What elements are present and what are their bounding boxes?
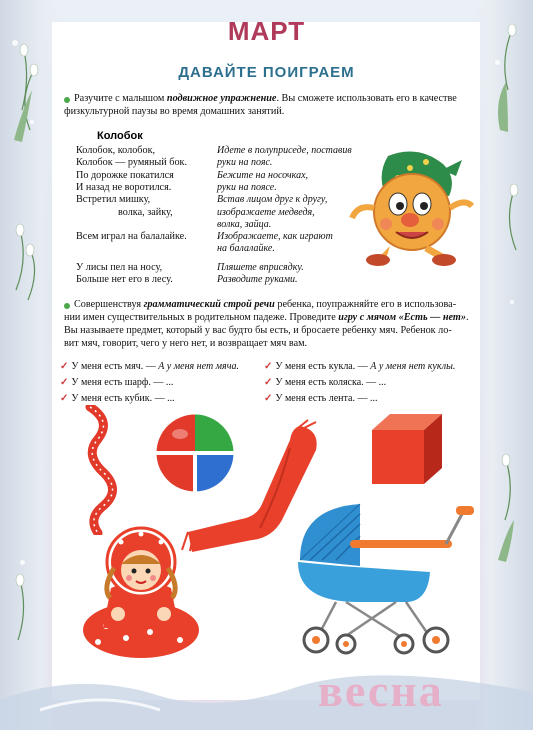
checklist-item xyxy=(60,361,239,373)
check-icon: ✓ xyxy=(60,361,69,372)
poem-line-left: Всем играл на балалайке. xyxy=(76,231,187,243)
stroller-illustration xyxy=(286,500,476,660)
poem-line-right: Изображаете, как играют xyxy=(217,231,333,243)
bullet-icon xyxy=(64,97,70,103)
poem-line-right: изображаете медведя, xyxy=(217,206,315,218)
poem-line-left: И назад не воротился. xyxy=(76,181,172,193)
doll-illustration xyxy=(76,518,206,660)
cube-illustration xyxy=(368,412,448,486)
poem-line-right: руки на пояс. xyxy=(217,157,273,169)
checklist-text: У меня есть коляска. — ... xyxy=(275,377,387,388)
checklist-text: У меня есть шарф. — ... xyxy=(71,377,174,388)
poem-title: Колобок xyxy=(97,130,143,142)
bullet-icon xyxy=(64,303,70,309)
poem-line-left: Больше нет его в лесу. xyxy=(76,274,173,285)
poem-line-right: на балалайке. xyxy=(217,243,275,255)
poem-line-left: У лисы пел на носу, xyxy=(76,261,163,273)
section-heading: ДАВАЙТЕ ПОИГРАЕМ xyxy=(178,64,355,81)
poem-line-right: Встав лицом друг к другу, xyxy=(217,194,328,206)
grammar-emphasis: грамматический строй речи xyxy=(143,299,275,310)
season-watermark: весна xyxy=(318,665,444,716)
checklist-item xyxy=(60,393,175,405)
checklist-item xyxy=(264,393,377,405)
poem-line-right: волка, зайца. xyxy=(217,218,272,230)
poem-line-left: волка, зайку, xyxy=(118,206,173,218)
intro-line-2: физкультурной паузы во время домашних занятий. xyxy=(64,106,285,117)
checklist-item xyxy=(60,377,173,389)
month-title: МАРТ xyxy=(227,16,306,46)
poem-line-right: руки на поясе. xyxy=(217,181,277,193)
ribbon-illustration xyxy=(70,405,120,535)
check-icon: ✓ xyxy=(264,377,273,388)
grammar-text: нии имен существительных в родительном падеже. Проведите xyxy=(64,312,339,323)
intro-text: . Вы сможете использовать его в качестве xyxy=(276,93,457,104)
grammar-text: Совершенствуя xyxy=(74,299,144,310)
checklist-text: У меня есть кубик. — ... xyxy=(71,393,175,404)
checklist-text: У меня есть кукла. — xyxy=(275,361,371,372)
intro-line-1 xyxy=(74,93,474,106)
poem-line-right: Разводите руками. xyxy=(217,274,298,285)
check-icon: ✓ xyxy=(264,393,273,404)
poem-line-right: Пляшете вприсядку. xyxy=(217,261,304,273)
poem-line-right: Идете в полуприседе, поставив xyxy=(217,145,352,156)
checklist-text: У меня есть мяч. — xyxy=(71,361,159,372)
checklist-item xyxy=(264,361,455,373)
check-icon: ✓ xyxy=(60,393,69,404)
checklist-answer: А у меня нет мяча. xyxy=(158,361,239,372)
checklist-item xyxy=(264,377,386,389)
poem-line-left: Встретил мишку, xyxy=(76,194,151,206)
poem-line-left: Колобок, колобок, xyxy=(76,145,156,156)
grammar-line-4: вит мяч, говорит, чего у него нет, и возвращает мяч вам. xyxy=(64,338,308,349)
intro-text: Разучите с малышом xyxy=(74,93,167,104)
poem-line-left: По дорожке покатился xyxy=(76,169,174,181)
grammar-emphasis: игру с мячом «Есть — нет» xyxy=(338,312,466,323)
check-icon: ✓ xyxy=(60,377,69,388)
grammar-line-1 xyxy=(74,299,478,312)
ice-decoration xyxy=(0,660,533,730)
check-icon: ✓ xyxy=(264,361,273,372)
poem-line-right: Бежите на носочках, xyxy=(217,169,309,181)
grammar-text: ребенка, поупражняйте его в использова- xyxy=(274,299,457,310)
grammar-line-2 xyxy=(64,312,478,325)
intro-emphasis: подвижное упражнение xyxy=(166,93,277,104)
checklist-text: У меня есть лента. — ... xyxy=(275,393,378,404)
checklist-answer: А у меня нет куклы. xyxy=(370,361,456,372)
kolobok-illustration xyxy=(340,148,475,268)
grammar-text: . xyxy=(465,312,469,323)
poem-line-left: Колобок — румяный бок. xyxy=(76,157,188,169)
grammar-line-3: Вы называете предмет, который у вас будто бы есть, и бросаете ребенку мяч. Ребенок ло- xyxy=(64,325,452,336)
